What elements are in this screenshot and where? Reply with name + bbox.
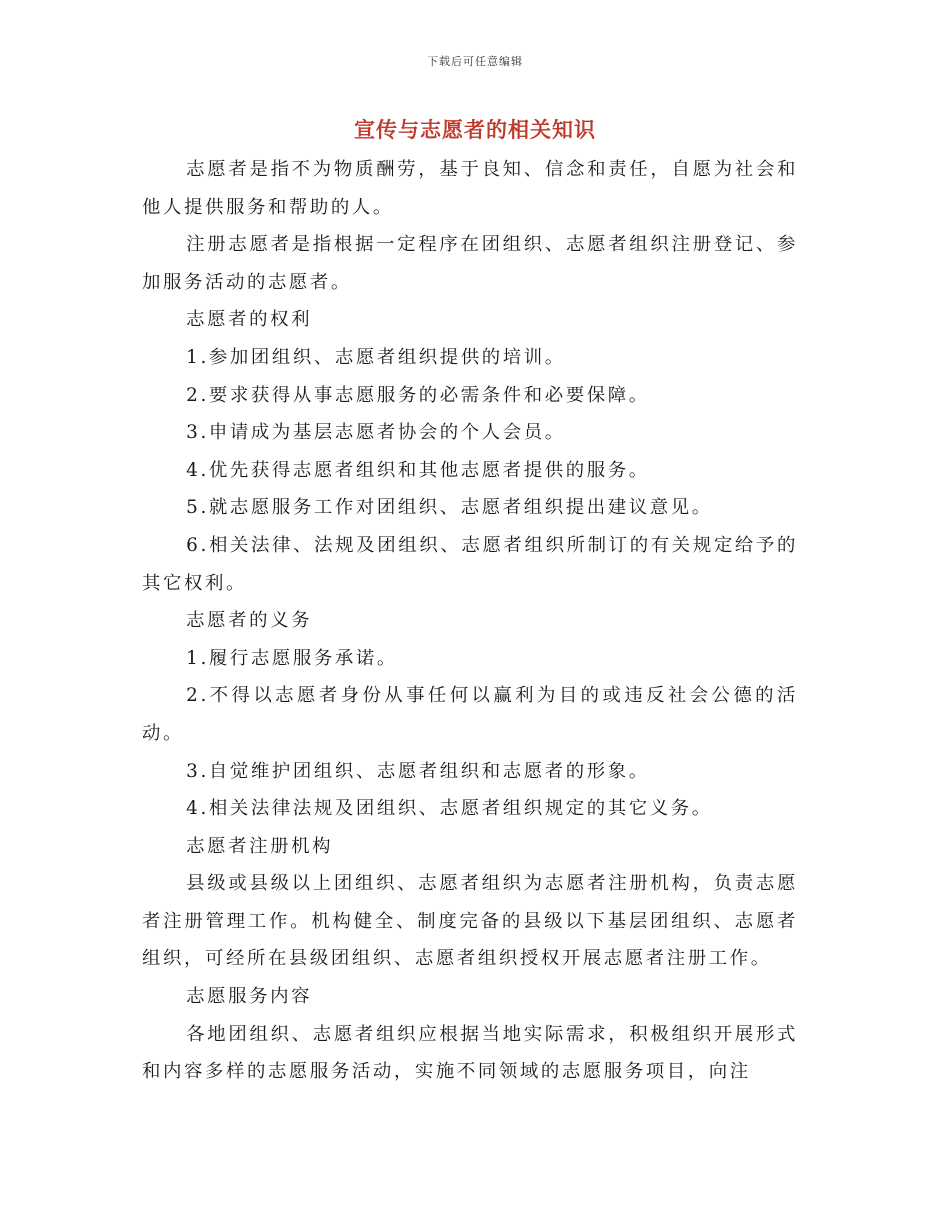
duties-item: 2.不得以志愿者身份从事任何以赢利为目的或违反社会公德的活动。 bbox=[142, 685, 798, 744]
paragraph-registered-definition: 注册志愿者是指根据一定程序在团组织、志愿者组织注册登记、参加服务活动的志愿者。 bbox=[142, 234, 798, 293]
section-heading-content: 志愿服务内容 bbox=[186, 986, 313, 1008]
duties-item: 1.履行志愿服务承诺。 bbox=[186, 647, 398, 669]
rights-item: 5.就志愿服务工作对团组织、志愿者组织提出建议意见。 bbox=[186, 497, 713, 519]
document-title: 宣传与志愿者的相关知识 bbox=[354, 118, 596, 142]
document-body bbox=[142, 151, 798, 1091]
rights-item: 6.相关法律、法规及团组织、志愿者组织所制订的有关规定给予的其它权利。 bbox=[142, 534, 798, 594]
paragraph-content: 各地团组织、志愿者组织应根据当地实际需求，积极组织开展形式和内容多样的志愿服务活动，实施不同领域的志愿服务项目，向注 bbox=[142, 1023, 798, 1083]
header-note: 下载后可任意编辑 bbox=[427, 55, 523, 68]
section-heading-duties: 志愿者的义务 bbox=[186, 610, 313, 632]
rights-item: 2.要求获得从事志愿服务的必需条件和必要保障。 bbox=[186, 384, 650, 406]
section-heading-rights: 志愿者的权利 bbox=[186, 309, 313, 331]
rights-item: 4.优先获得志愿者组织和其他志愿者提供的服务。 bbox=[186, 459, 650, 481]
duties-item: 3.自觉维护团组织、志愿者组织和志愿者的形象。 bbox=[186, 760, 650, 782]
rights-item: 3.申请成为基层志愿者协会的个人会员。 bbox=[186, 422, 566, 444]
paragraph-registration: 县级或县级以上团组织、志愿者组织为志愿者注册机构，负责志愿者注册管理工作。机构健全、制度完备的县级以下基层团组织、志愿者组织，可经所在县级团组织、志愿者组织授权开展志愿者注册工作。 bbox=[142, 873, 798, 970]
rights-item: 1.参加团组织、志愿者组织提供的培训。 bbox=[186, 346, 566, 368]
section-heading-registration: 志愿者注册机构 bbox=[186, 835, 334, 857]
duties-item: 4.相关法律法规及团组织、志愿者组织规定的其它义务。 bbox=[186, 798, 713, 820]
paragraph-definition: 志愿者是指不为物质酬劳，基于良知、信念和责任，自愿为社会和他人提供服务和帮助的人。 bbox=[142, 159, 798, 218]
